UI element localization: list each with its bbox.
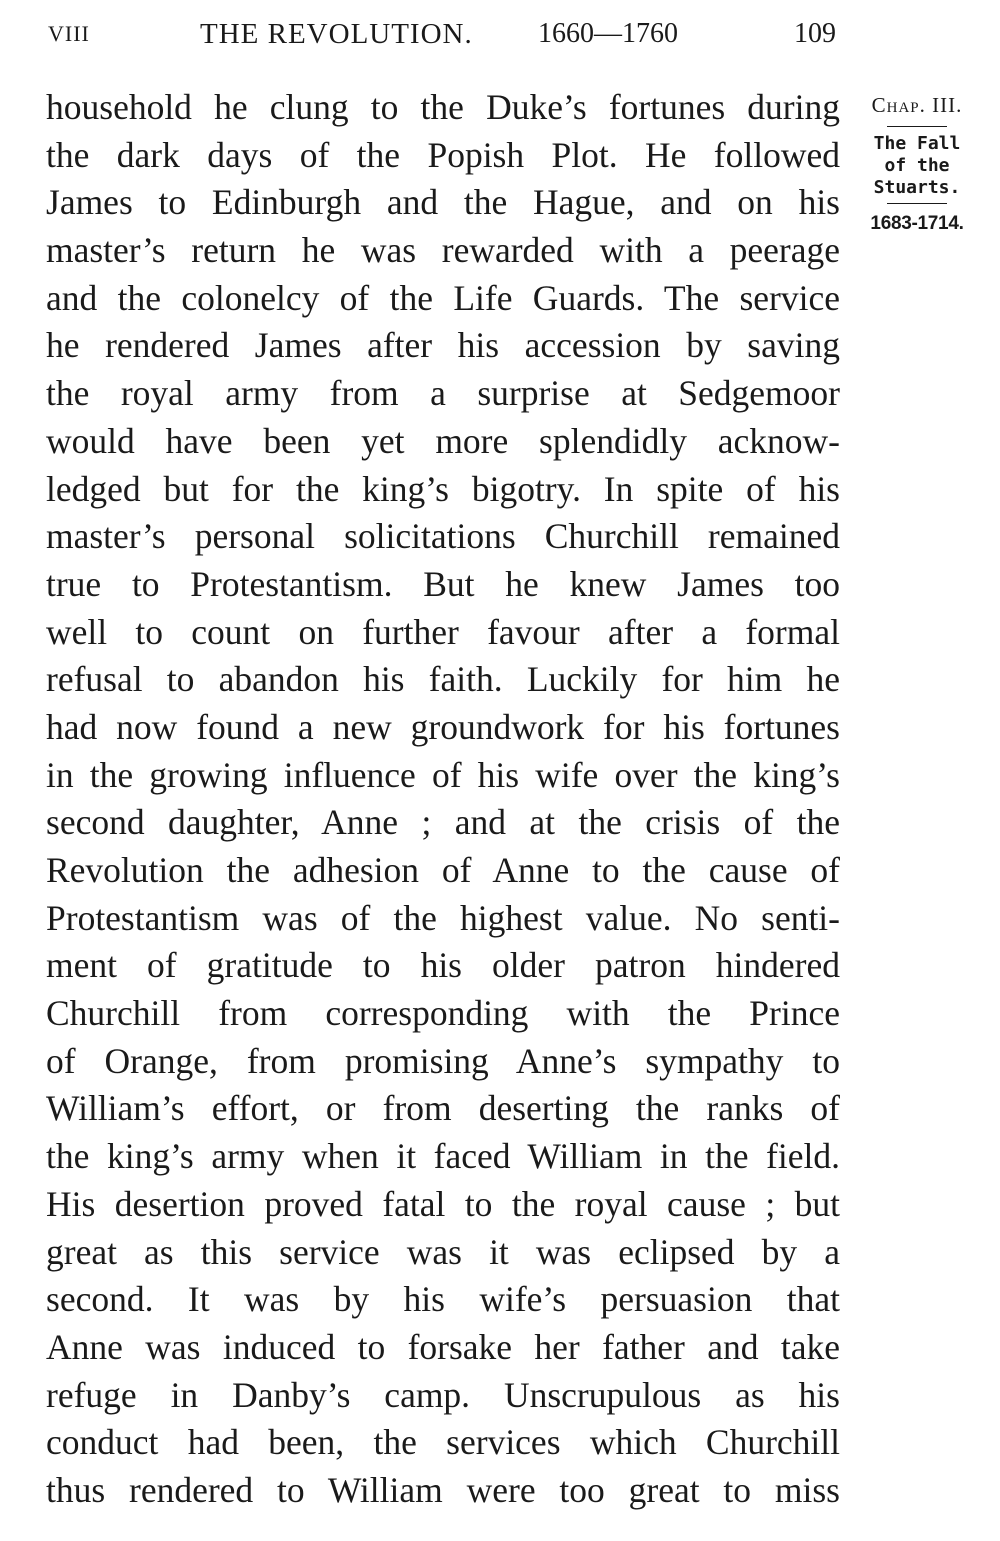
text-line: refusal to abandon his faith. Luckily for him he	[46, 659, 840, 700]
sidenote-chapter: Chap. III.	[871, 93, 963, 117]
text-line: His desertion proved fatal to the royal cause ; but	[46, 1183, 840, 1224]
sidenote-section-line: The Fall	[873, 133, 961, 154]
text-line: the dark days of the Popish Plot. He followed	[46, 134, 840, 175]
sidenote-divider	[887, 203, 947, 204]
text-line: the king’s army when it faced William in the field.	[46, 1136, 840, 1177]
sidenote-divider	[887, 126, 947, 127]
text-line: true to Protestantism. But he knew James too	[46, 563, 840, 604]
text-line: second daughter, Anne ; and at the crisis of the	[46, 802, 840, 843]
text-line: Protestantism was of the highest value. No senti-	[46, 897, 840, 938]
text-line: ledged but for the king’s bigotry. In spite of his	[46, 468, 840, 509]
text-line: Revolution the adhesion of Anne to the cause of	[46, 850, 840, 890]
text-line: ment of gratitude to his older patron hindered	[46, 945, 840, 986]
text-line: of Orange, from promising Anne’s sympathy to	[46, 1040, 840, 1081]
running-title: THE REVOLUTION.	[200, 18, 473, 50]
margin-notes	[852, 88, 982, 238]
text-line: Churchill from corresponding with the Prince	[46, 993, 840, 1034]
text-line: refuge in Danby’s camp. Unscrupulous as his	[46, 1374, 840, 1415]
text-line: James to Edinburgh and the Hague, and on his	[46, 182, 840, 223]
sidenote-section-line: of the	[884, 155, 950, 176]
text-line: master’s personal solicitations Churchill remained	[46, 516, 840, 557]
text-line: conduct had been, the services which Churchill	[46, 1422, 840, 1463]
text-line: would have been yet more splendidly acknow-	[46, 420, 840, 461]
running-years: 1660—1760	[538, 18, 678, 49]
running-header	[44, 14, 844, 54]
sidenote-section	[852, 133, 982, 199]
text-line: great as this service was it was eclipsed by a	[46, 1231, 840, 1272]
sidenote-dates: 1683-1714.	[870, 213, 964, 234]
text-line: second. It was by his wife’s persuasion that	[46, 1279, 840, 1320]
page-number: 109	[794, 18, 836, 49]
text-line: the royal army from a surprise at Sedgemoor	[46, 373, 840, 414]
text-line: William’s effort, or from deserting the ranks of	[46, 1088, 840, 1129]
text-line: Anne was induced to forsake her father and take	[46, 1326, 840, 1367]
body-text	[46, 84, 840, 1515]
text-line: he rendered James after his accession by saving	[46, 325, 840, 366]
sidenote-section-line: Stuarts.	[873, 177, 961, 198]
text-line: household he clung to the Duke’s fortunes during	[46, 87, 840, 127]
text-line: master’s return he was rewarded with a peerage	[46, 230, 840, 271]
text-line: in the growing influence of his wife over the king’s	[46, 754, 840, 795]
text-line: thus rendered to William were too great to miss	[46, 1469, 840, 1510]
text-line: had now found a new groundwork for his fortunes	[46, 706, 840, 747]
chapter-numeral: VIII	[48, 21, 90, 46]
text-line: and the colonelcy of the Life Guards. The service	[46, 277, 840, 318]
text-line: well to count on further favour after a formal	[46, 611, 840, 652]
